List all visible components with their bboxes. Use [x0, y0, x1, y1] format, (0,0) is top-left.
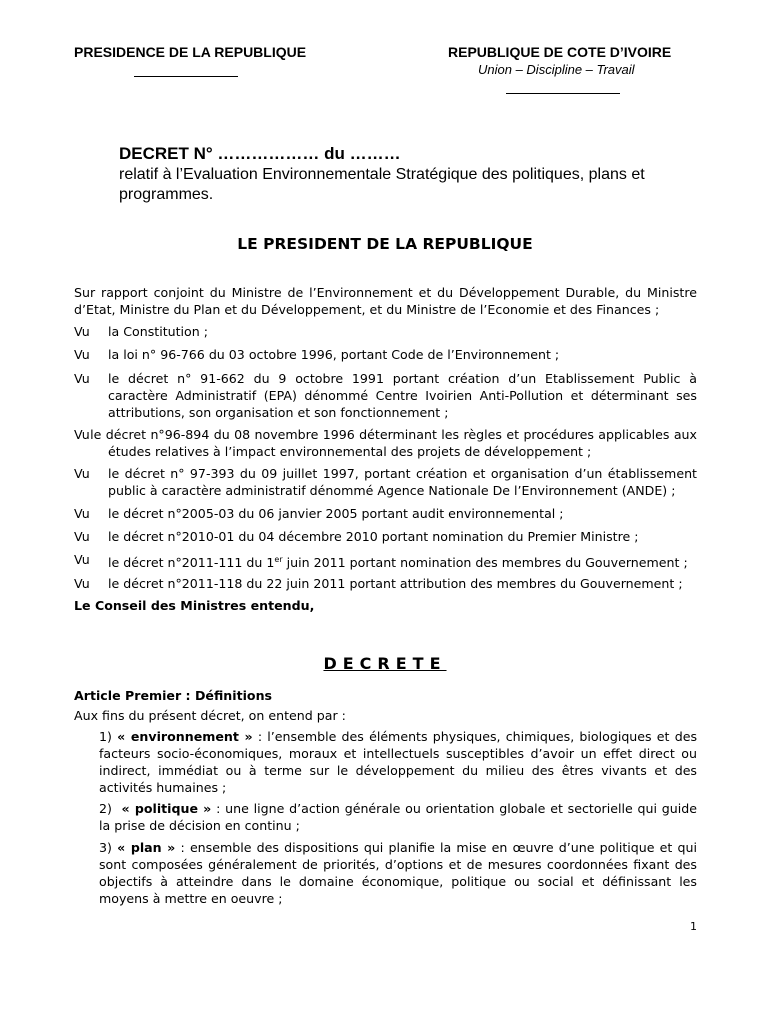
decree-title: DECRET N° ……………… du ……… — [119, 144, 401, 163]
definition-text: l’ensemble des éléments physiques, chimiques, biologiques et des facteurs socio-économiques, moraux et intellectuels susceptibles d’avoir un effet direct ou indirect, immédiat ou à terme sur le développement du milieu des êtres vivants et des activités humaines ; — [99, 729, 698, 795]
vu-label: Vu — [74, 324, 90, 339]
definition-item: 3) « plan » : ensemble des dispositions qui planifie la mise en œuvre d’une politique et qui sont composées généralement de priorités, d’options et de mesures coordonnées fixant des objectifs à atteindre dans le domaine économique, politique ou social et définissant les moyens à mettre en oeuvre ; — [99, 840, 698, 906]
vu-item — [74, 426, 697, 460]
decree-subject: relatif à l’Evaluation Environnementale Stratégique des politiques, plans et programmes. — [119, 166, 645, 203]
vu-text: le décret n°2005-03 du 06 janvier 2005 portant audit environnemental ; — [108, 506, 564, 521]
vu-text: la Constitution ; — [108, 324, 208, 339]
definition-item: 1) « environnement » : l’ensemble des éléments physiques, chimiques, biologiques et des facteurs socio-économiques, moraux et intellectuels susceptibles d’avoir un effet direct ou indirect, immédiat ou à terme sur le développement du milieu des êtres vivants et des activités humaines ; — [99, 729, 698, 795]
header-right-divider — [506, 93, 620, 94]
vu-label: Vu — [74, 529, 90, 544]
vu-item — [74, 370, 697, 421]
vu-text: le décret n°2011-118 du 22 juin 2011 portant attribution des membres du Gouvernement ; — [108, 576, 683, 591]
vu-item — [74, 551, 697, 571]
vu-label: Vu — [74, 466, 90, 481]
vu-label: Vu — [74, 347, 90, 362]
vu-item — [74, 528, 697, 545]
vu-label: Vu — [74, 506, 90, 521]
definition-text: une ligne d’action générale ou orientation globale et sectorielle qui guide la prise de décision en continu ; — [99, 801, 698, 833]
definition-term: « politique » — [121, 801, 212, 816]
vu-text: la loi n° 96-766 du 03 octobre 1996, portant Code de l’Environnement ; — [108, 347, 560, 362]
vu-item — [74, 575, 697, 592]
definition-term: « plan » — [117, 840, 176, 855]
vu-item — [74, 465, 697, 499]
header-right-title: REPUBLIQUE DE COTE D’IVOIRE — [448, 44, 672, 60]
national-motto: Union – Discipline – Travail — [478, 62, 635, 77]
definition-term: « environnement » — [117, 729, 253, 744]
vu-label: Vu — [74, 371, 90, 386]
vu-item — [74, 346, 697, 363]
conseil-statement: Le Conseil des Ministres entendu, — [74, 598, 315, 613]
definition-text: ensemble des dispositions qui planifie la mise en œuvre d’une politique et qui sont composées généralement de priorités, d’options et de mesures coordonnées fixant des objectifs à atteindre dans le domaine économique, politique ou social et définissant les moyens à mettre en oeuvre ; — [99, 840, 698, 906]
decrete-heading: DECRETE — [323, 654, 447, 673]
vu-text: le décret n° 97-393 du 09 juillet 1997, portant création et organisation d’un établissement public à caractère administratif dénommé Agence Nationale De l’Environnement (ANDE) ; — [108, 466, 697, 498]
article-intro: Aux fins du présent décret, on entend par : — [74, 708, 346, 723]
vu-text: le décret n°96-894 du 08 novembre 1996 déterminant les règles et procédures applicables aux études relatives à l’impact environnemental des projets de développement ; — [90, 427, 697, 459]
president-heading: LE PRESIDENT DE LA REPUBLIQUE — [237, 235, 533, 253]
vu-label: Vu — [74, 576, 90, 591]
definition-item: 2) « politique » : une ligne d’action générale ou orientation globale et sectorielle qui guide la prise de décision en continu ; — [99, 801, 698, 833]
vu-label: Vu — [74, 552, 90, 567]
header-left-title: PRESIDENCE DE LA REPUBLIQUE — [74, 44, 307, 60]
rapport-paragraph: Sur rapport conjoint du Ministre de l’Environnement et du Développement Durable, du Ministre d’Etat, Ministre du Plan et du Développement, et du Ministre de l’Economie et des Finances ; — [74, 285, 697, 317]
page-number: 1 — [690, 920, 697, 933]
article-title: Article Premier : Définitions — [74, 688, 273, 703]
vu-item — [74, 505, 697, 522]
header-left-divider — [134, 76, 238, 77]
vu-label: Vu — [74, 427, 90, 442]
vu-item — [74, 323, 697, 340]
vu-text: le décret n°2011-111 du 1er juin 2011 portant nomination des membres du Gouvernement ; — [108, 555, 688, 571]
vu-text: le décret n° 91-662 du 9 octobre 1991 portant création d’un Etablissement Public à caractère Administratif (EPA) dénommé Centre Ivoirien Anti-Pollution et déterminant ses attributions, son organisation et son fonctionnement ; — [108, 371, 697, 420]
vu-text: le décret n°2010-01 du 04 décembre 2010 portant nomination du Premier Ministre ; — [108, 529, 639, 544]
